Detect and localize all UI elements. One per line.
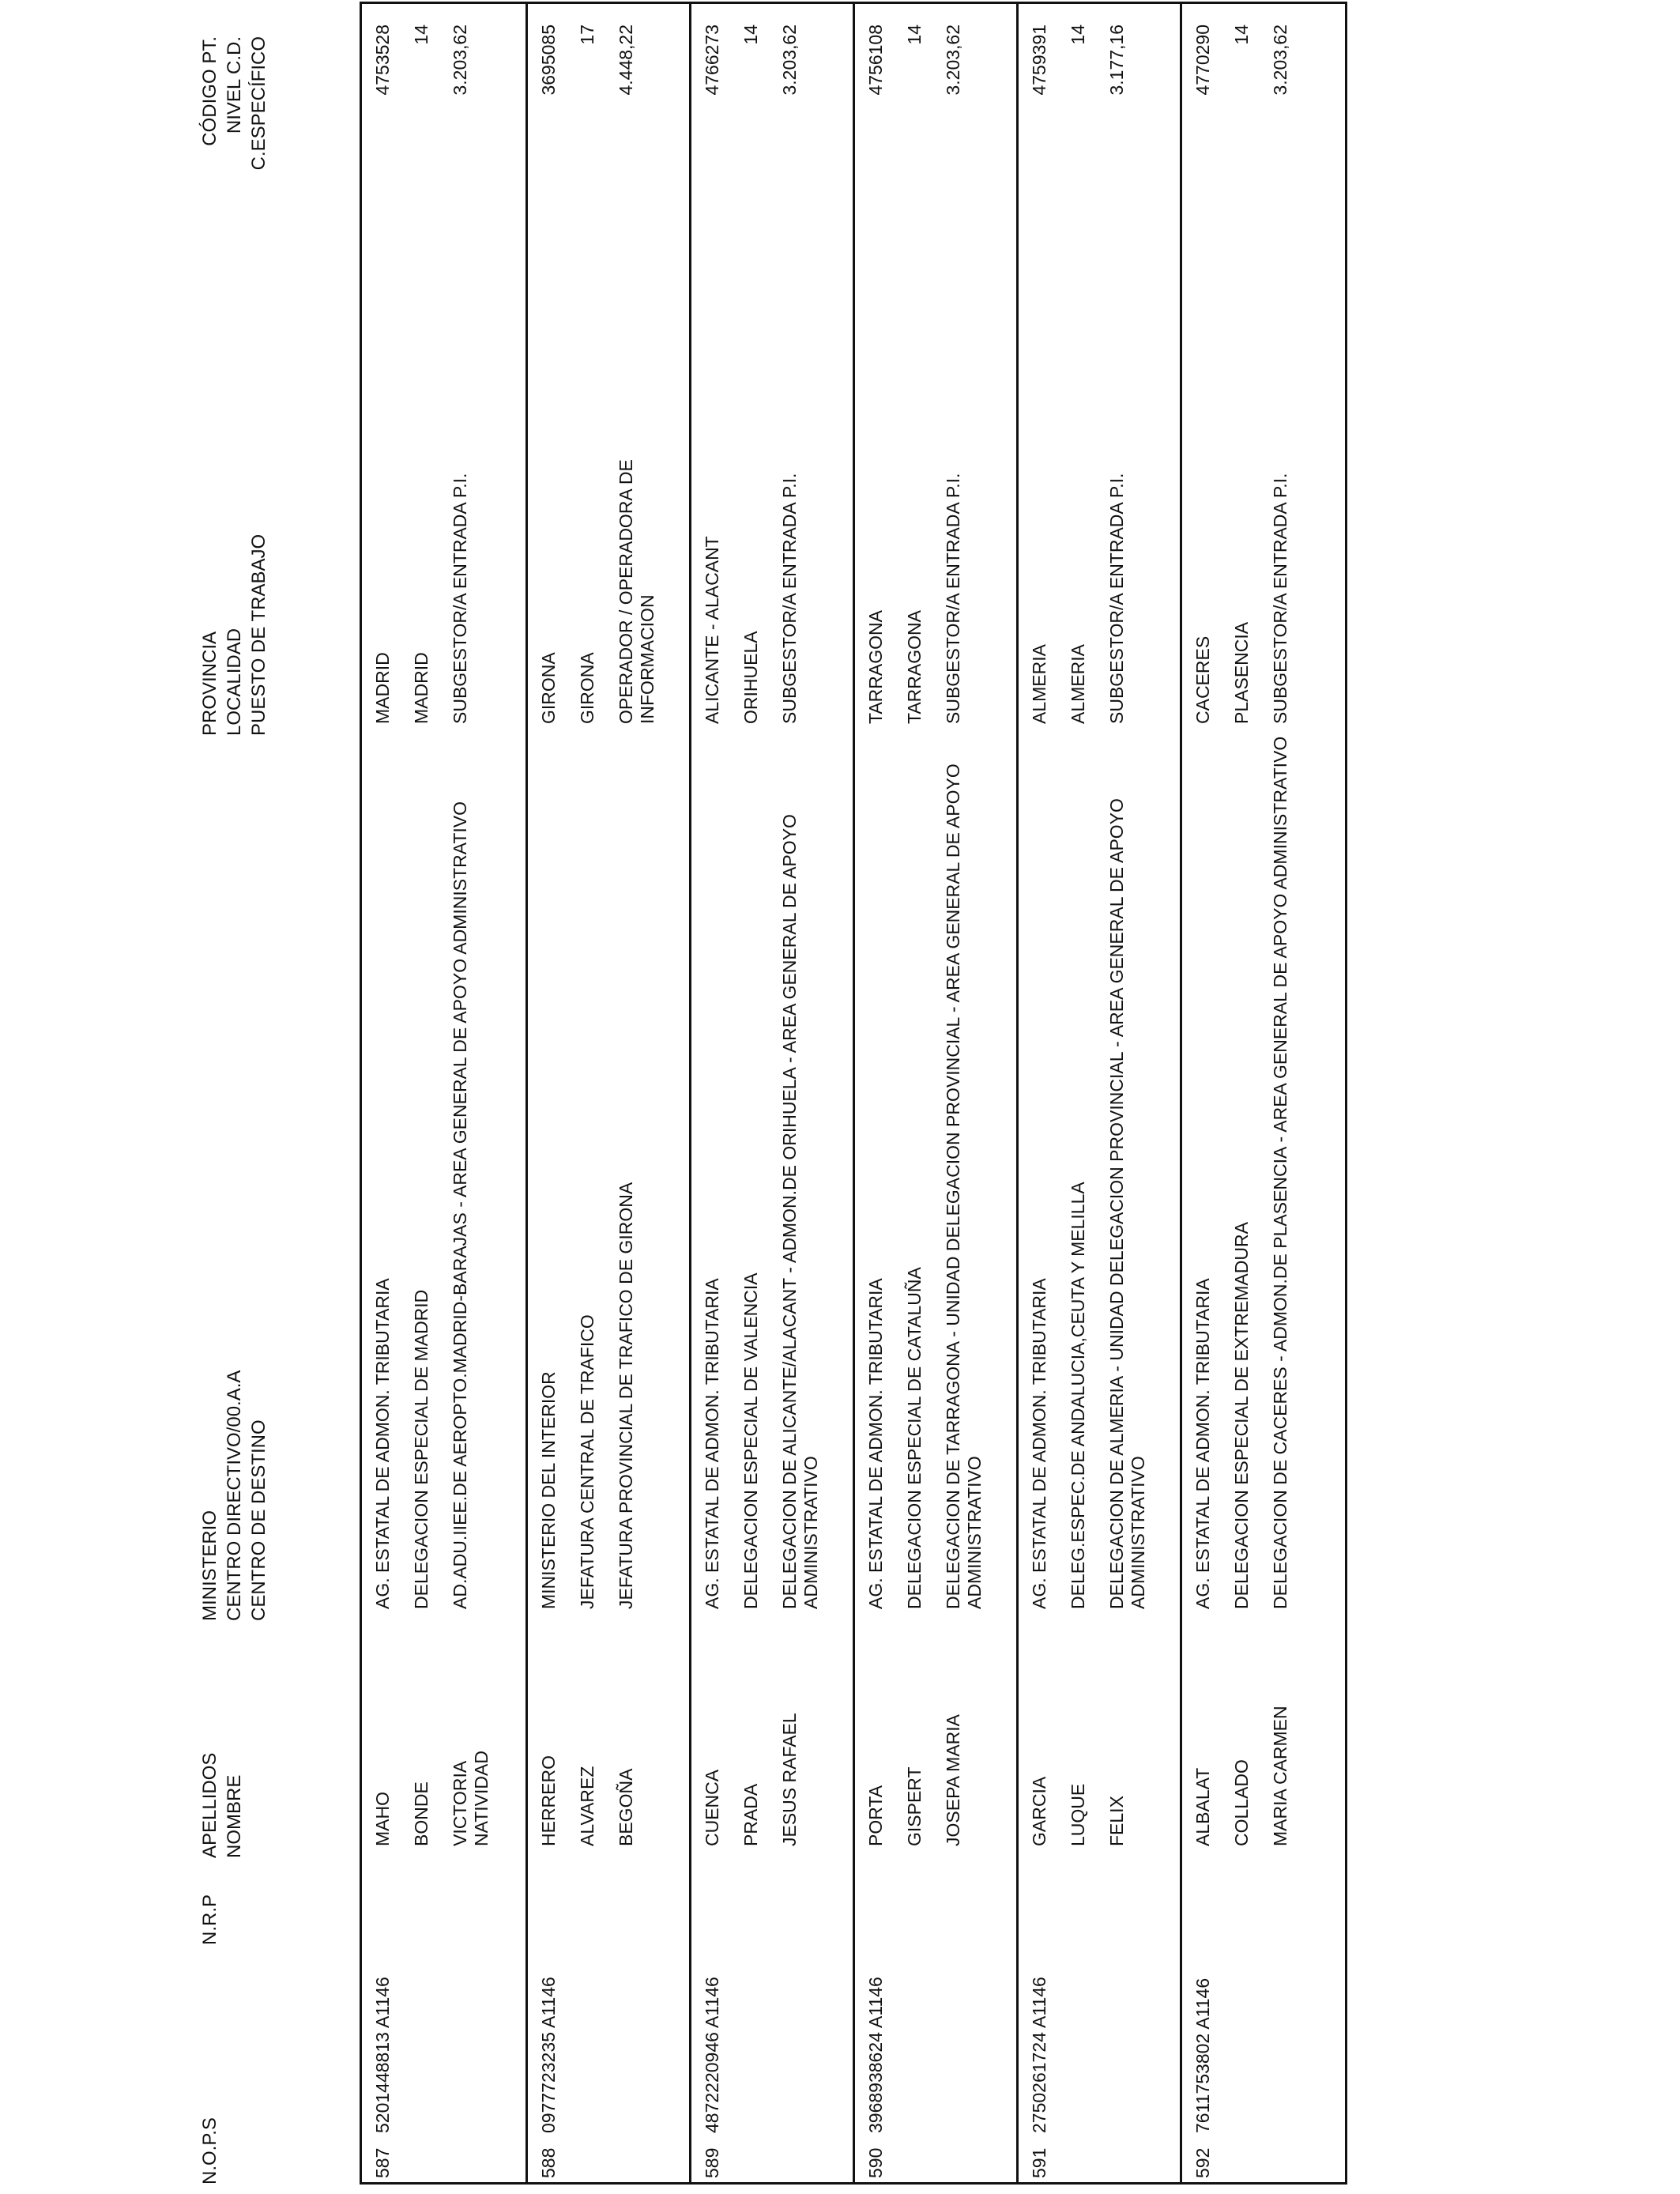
- record-centro-directivo: JEFATURA CENTRAL DE TRAFICO: [577, 1314, 597, 1609]
- record-nops: 590: [865, 2147, 886, 2178]
- record-apellido1: PORTA: [865, 1785, 886, 1846]
- record-apellido1: CUENCA: [702, 1769, 722, 1846]
- record-centro-destino: DELEGACION DE TARRAGONA - UNIDAD DELEGACION PROVINCIAL - AREA GENERAL DE APOYO ADMINISTRATIVO: [943, 763, 985, 1609]
- record-centro-destino: JEFATURA PROVINCIAL DE TRAFICO DE GIRONA: [616, 1182, 636, 1609]
- record-codigo-pt: 4753528: [372, 25, 393, 96]
- record-centro-directivo: DELEGACION ESPECIAL DE CATALUÑA: [904, 1267, 925, 1609]
- record-apellido2: PRADA: [740, 1783, 761, 1846]
- record-ministerio: AG. ESTATAL DE ADMON. TRIBUTARIA: [1029, 1278, 1049, 1609]
- record-nops: 591: [1029, 2147, 1049, 2178]
- record-codigo-pt: 4759391: [1029, 25, 1049, 96]
- header-nrp-label: N.R.P: [199, 1894, 220, 1945]
- header-provincia-puesto: [198, 534, 271, 736]
- record-row: [362, 4, 528, 2182]
- record-nrp: 3968938624 A1146: [865, 1977, 886, 2133]
- record-ministerio: AG. ESTATAL DE ADMON. TRIBUTARIA: [1192, 1278, 1213, 1609]
- record-apellido2: COLLADO: [1231, 1759, 1252, 1846]
- record-row: [855, 4, 1019, 2182]
- record-nivel-cd: 14: [411, 25, 431, 45]
- record-centro-directivo: DELEG.ESPEC.DE ANDALUCIA,CEUTA Y MELILLA: [1068, 1182, 1088, 1609]
- record-puesto: SUBGESTOR/A ENTRADA P.I.: [1270, 473, 1290, 724]
- record-c-especifico: 3.203,62: [450, 25, 470, 96]
- record-nombre: VICTORIA NATIVIDAD: [450, 1751, 492, 1846]
- record-apellido1: ALBALAT: [1192, 1767, 1213, 1846]
- record-ministerio: AG. ESTATAL DE ADMON. TRIBUTARIA: [702, 1278, 722, 1609]
- record-c-especifico: 4.448,22: [616, 25, 636, 96]
- record-nrp: 4872220946 A1146: [702, 1977, 722, 2133]
- record-nrp: 7611753802 A1146: [1192, 1977, 1213, 2133]
- record-puesto: SUBGESTOR/A ENTRADA P.I.: [779, 473, 800, 724]
- record-centro-directivo: DELEGACION ESPECIAL DE MADRID: [411, 1289, 431, 1609]
- record-apellido2: GISPERT: [904, 1766, 925, 1846]
- header-c-especifico-label: C.ESPECÍFICO: [248, 36, 269, 171]
- record-provincia: GIRONA: [538, 652, 559, 724]
- record-row: [528, 4, 691, 2182]
- header-nops: [198, 2117, 222, 2185]
- record-provincia: ALMERIA: [1029, 644, 1049, 724]
- record-codigo-pt: 3695085: [538, 25, 559, 96]
- header-nops-label: N.O.P.S: [199, 2117, 220, 2185]
- record-localidad: ALMERIA: [1068, 644, 1088, 724]
- record-provincia: CACERES: [1192, 635, 1213, 724]
- record-row: [691, 4, 855, 2182]
- record-provincia: MADRID: [372, 652, 393, 724]
- record-nops: 588: [538, 2147, 559, 2178]
- record-localidad: GIRONA: [577, 652, 597, 724]
- header-centro-directivo-label: CENTRO DIRECTIVO/00.A.A: [224, 1370, 245, 1621]
- record-c-especifico: 3.203,62: [779, 25, 800, 96]
- record-c-especifico: 3.203,62: [943, 25, 963, 96]
- record-nombre: JESUS RAFAEL: [779, 1713, 800, 1846]
- header-provincia-label: PROVINCIA: [199, 631, 220, 736]
- record-codigo-pt: 4770290: [1192, 25, 1213, 96]
- header-nrp: [198, 1894, 222, 1945]
- record-ministerio: AG. ESTATAL DE ADMON. TRIBUTARIA: [865, 1278, 886, 1609]
- record-nombre: BEGOÑA: [616, 1768, 636, 1846]
- records-table: [360, 2, 1347, 2185]
- record-centro-destino: AD.ADU.IIEE.DE AEROPTO.MADRID-BARAJAS - AREA GENERAL DE APOYO ADMINISTRATIVO: [450, 801, 470, 1609]
- record-localidad: PLASENCIA: [1231, 621, 1252, 724]
- record-nombre: FELIX: [1106, 1796, 1127, 1846]
- record-row: [1019, 4, 1182, 2182]
- record-centro-destino: DELEGACION DE ALMERIA - UNIDAD DELEGACION PROVINCIAL - AREA GENERAL DE APOYO ADMINISTRATIVO: [1106, 798, 1148, 1609]
- record-centro-directivo: DELEGACION ESPECIAL DE EXTREMADURA: [1231, 1222, 1252, 1609]
- header-puesto-label: PUESTO DE TRABAJO: [248, 533, 269, 736]
- header-apellidos-nombre: [198, 1753, 247, 1858]
- record-apellido2: ALVAREZ: [577, 1766, 597, 1846]
- record-provincia: ALICANTE - ALACANT: [702, 536, 722, 724]
- record-nombre: MARIA CARMEN: [1270, 1706, 1290, 1846]
- record-centro-destino: DELEGACION DE CACERES - ADMON.DE PLASENCIA - AREA GENERAL DE APOYO ADMINISTRATIVO: [1270, 736, 1290, 1609]
- header-centro-destino-label: CENTRO DE DESTINO: [248, 1419, 269, 1621]
- record-nops: 587: [372, 2147, 393, 2178]
- header-nivel-cd-label: NIVEL C.D.: [224, 36, 245, 134]
- header-nombre-label: NOMBRE: [224, 1774, 245, 1858]
- record-row: [1182, 4, 1345, 2182]
- header-codigo-pt-label: CÓDIGO PT.: [199, 36, 220, 146]
- record-puesto: SUBGESTOR/A ENTRADA P.I.: [943, 473, 963, 724]
- record-c-especifico: 3.203,62: [1270, 25, 1290, 96]
- record-apellido1: GARCIA: [1029, 1776, 1049, 1846]
- record-puesto: OPERADOR / OPERADORA DE INFORMACION: [616, 459, 657, 724]
- header-apellidos-label: APELLIDOS: [199, 1752, 220, 1858]
- record-centro-destino: DELEGACION DE ALICANTE/ALACANT - ADMON.DE ORIHUELA - AREA GENERAL DE APOYO ADMINISTRATIVO: [779, 814, 821, 1609]
- record-puesto: SUBGESTOR/A ENTRADA P.I.: [1106, 473, 1127, 724]
- record-nrp: 5201448813 A1146: [372, 1977, 393, 2133]
- record-nrp: 2750261724 A1146: [1029, 1977, 1049, 2133]
- record-nivel-cd: 17: [577, 25, 597, 45]
- header-codigo-nivel: [198, 36, 271, 183]
- record-centro-directivo: DELEGACION ESPECIAL DE VALENCIA: [740, 1272, 761, 1609]
- record-ministerio: AG. ESTATAL DE ADMON. TRIBUTARIA: [372, 1278, 393, 1609]
- record-localidad: TARRAGONA: [904, 610, 925, 724]
- record-codigo-pt: 4766273: [702, 25, 722, 96]
- record-nivel-cd: 14: [1231, 25, 1252, 45]
- record-puesto: SUBGESTOR/A ENTRADA P.I.: [450, 473, 470, 724]
- header-ministerio-centro: [198, 1370, 271, 1621]
- record-apellido2: LUQUE: [1068, 1783, 1088, 1846]
- record-apellido2: BONDE: [411, 1781, 431, 1846]
- record-apellido1: MAHO: [372, 1792, 393, 1846]
- record-ministerio: MINISTERIO DEL INTERIOR: [538, 1371, 559, 1609]
- header-localidad-label: LOCALIDAD: [224, 628, 245, 736]
- record-nombre: JOSEPA MARIA: [943, 1713, 963, 1846]
- header-ministerio-label: MINISTERIO: [199, 1510, 220, 1621]
- record-nops: 592: [1192, 2147, 1213, 2178]
- record-localidad: MADRID: [411, 652, 431, 724]
- record-nivel-cd: 14: [740, 25, 761, 45]
- record-apellido1: HERRERO: [538, 1755, 559, 1846]
- record-nivel-cd: 14: [1068, 25, 1088, 45]
- record-codigo-pt: 4756108: [865, 25, 886, 96]
- record-c-especifico: 3.177,16: [1106, 25, 1127, 96]
- record-nops: 589: [702, 2147, 722, 2178]
- record-nivel-cd: 14: [904, 25, 925, 45]
- record-nrp: 0977723235 A1146: [538, 1977, 559, 2133]
- record-localidad: ORIHUELA: [740, 631, 761, 724]
- record-provincia: TARRAGONA: [865, 610, 886, 724]
